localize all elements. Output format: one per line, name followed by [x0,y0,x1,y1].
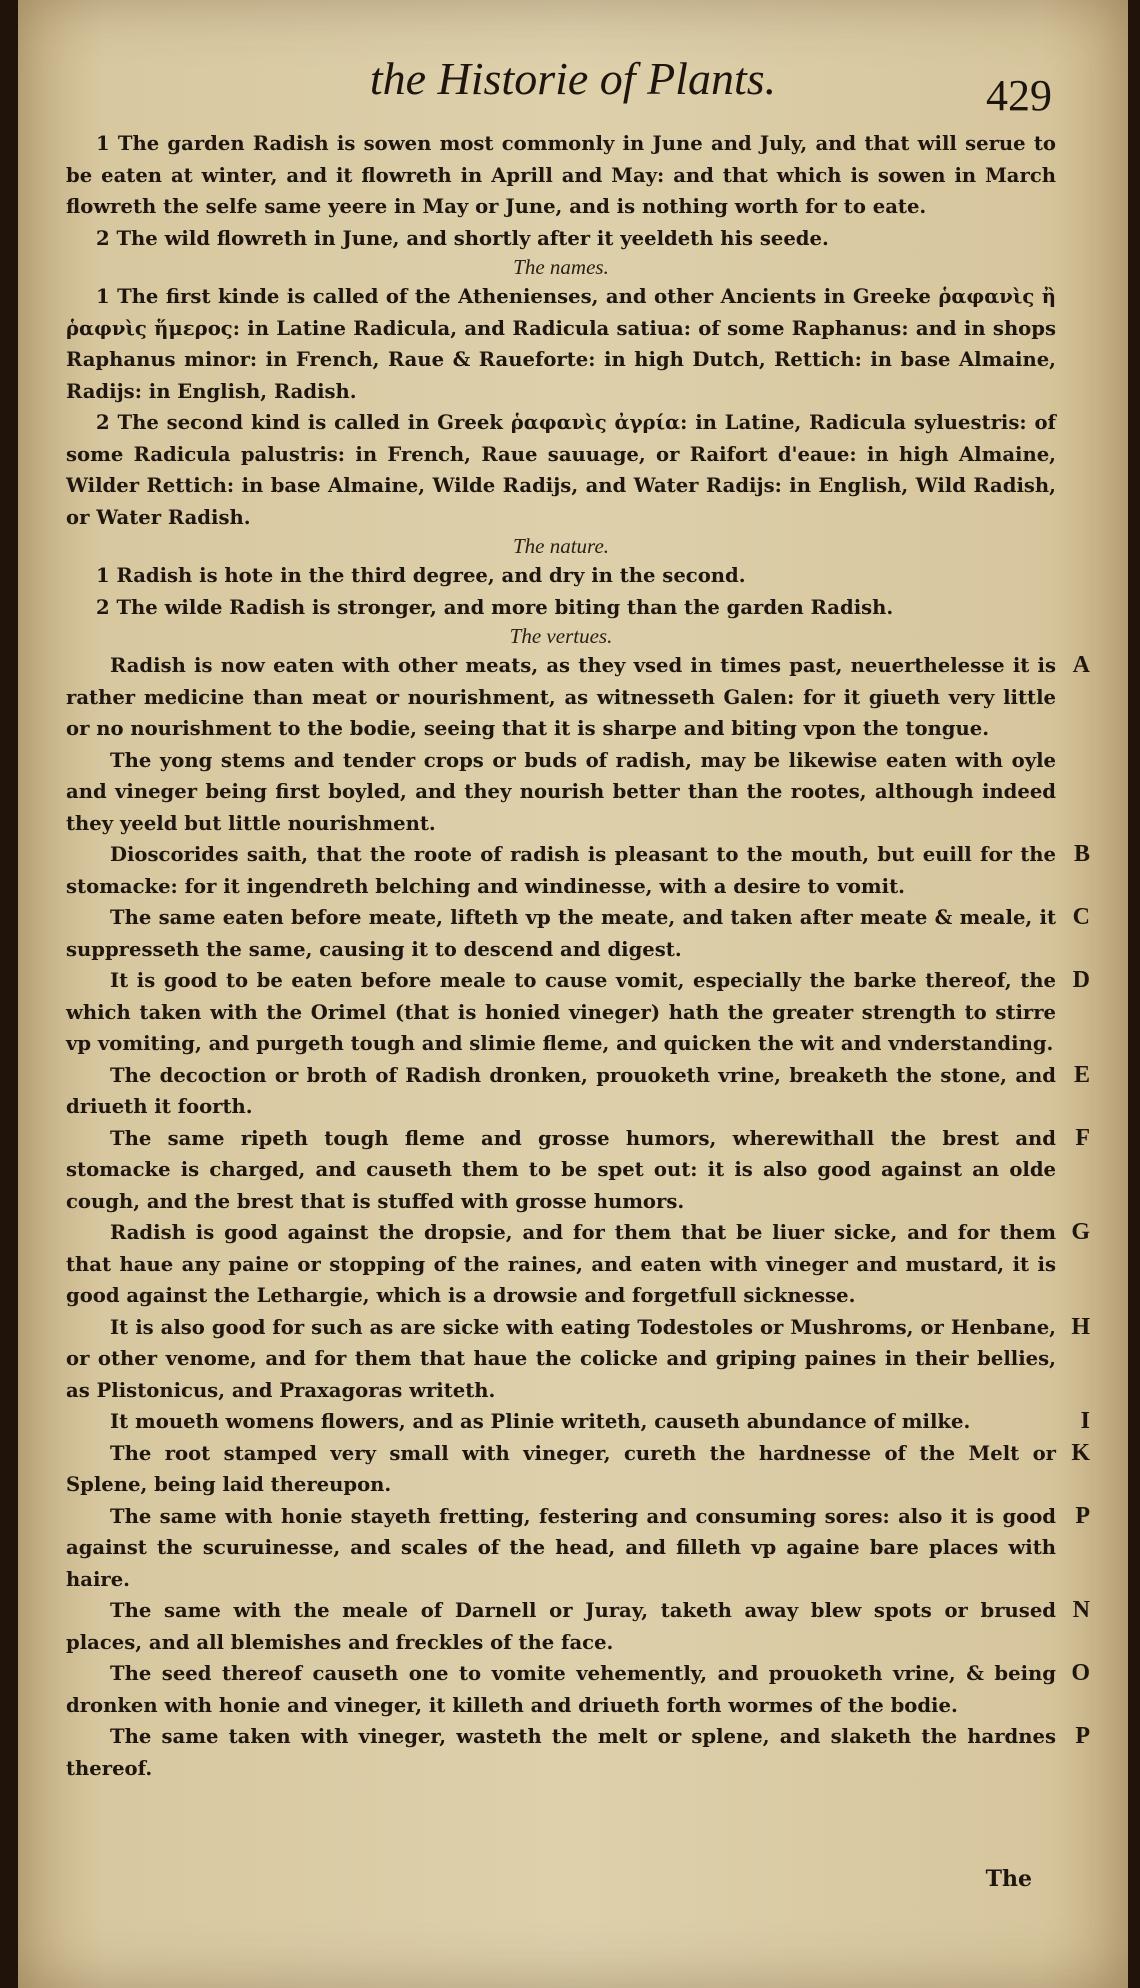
margin-letter: I [1080,1408,1090,1434]
margin-letter: D [1072,967,1090,993]
margin-letter: F [1075,1124,1090,1151]
paragraph-text: The same with the meale of Darnell or Juray, taketh away blew spots or brused places, and all blemishes and freckles of the face. [66,1599,1056,1654]
paragraph [66,407,1056,533]
margin-letter: A [1072,652,1090,678]
paragraph-text: The seed thereof causeth one to vomite vehemently, and prouoketh vrine, & being dronken with honie and vineger, it killeth and driueth forth wormes of the bodie. [66,1662,1056,1717]
margin-letter: H [1071,1313,1090,1340]
running-head: the Historie of Plants. [369,53,777,104]
paragraph-text: It moueth womens flowers, and as Plinie writeth, causeth abundance of milke. [110,1410,971,1433]
margin-letter: P [1075,1723,1090,1749]
paragraph [66,592,1056,624]
paragraph-text: The root stamped very small with vineger, cureth the hardnesse of the Melt or Splene, being laid thereupon. [66,1441,1056,1496]
paragraph [66,128,1056,223]
section-heading [66,623,1056,650]
catchword: The [985,1866,1032,1892]
paragraph-text: It is good to be eaten before meale to cause vomit, especially the barke thereof, the which taken with the Orimel (that is honied vineger) hath the greater strength to stirre vp vomiting, and purgeth tough and slimie fleme, and quicken the wit and vnderstanding. [66,969,1056,1055]
paragraph-text: The same eaten before meate, lifteth vp the meate, and taken after meate & meale, it suppresseth the same, causing it to descend and digest. [66,906,1056,961]
paragraph-text: 2 The wild flowreth in June, and shortly after it yeeldeth his seede. [96,226,829,250]
paragraph-text: 1 Radish is hote in the third degree, and dry in the second. [96,564,746,587]
paragraph-text: Radish is good against the dropsie, and for them that be liuer sicke, and for them that haue any paine or stopping of the raines, and eaten with vineger and mustard, it is good against the Lethargie, which is a drowsie and forgetfull sicknesse. [66,1221,1056,1307]
paragraph [66,1595,1090,1658]
paragraph-text: 2 The wilde Radish is stronger, and more biting than the garden Radish. [96,595,894,619]
paragraph-text: 1 The garden Radish is sowen most commonly in June and July, and that will serue to be eaten at winter, and it flowreth in Aprill and May: and that which is sowen in March flowreth the selfe same yeere in May or June, and is nothing worth for to eate. [66,132,1056,218]
paragraph [66,745,1056,840]
paragraph [66,1060,1090,1123]
paragraph-text: The same with honie stayeth fretting, festering and consuming sores: also it is good against the scuruinesse, and scales of the head, and filleth vp againe bare places with haire. [66,1504,1056,1591]
paragraph [66,281,1056,407]
margin-letter: K [1071,1439,1090,1466]
paragraph [66,650,1090,745]
section-heading [66,254,1056,281]
paragraph [66,839,1090,902]
paragraph-text: The same ripeth tough fleme and grosse humors, wherewithall the brest and stomacke is charged, and causeth them to be spet out: it is also good against an olde cough, and the brest that is stuffed with grosse humors. [66,1126,1056,1213]
page-number: 429 [986,71,1052,120]
paragraph [66,1312,1090,1407]
paragraph-text: Dioscorides saith, that the roote of radish is pleasant to the mouth, but euill for the stomacke: for it ingendreth belching and windinesse, with a desire to vomit. [66,843,1056,898]
paragraph-text: Radish is now eaten with other meats, as they vsed in times past, neuerthelesse it is rather medicine than meat or nourishment, as witnesseth Galen: for it giueth very little or no nourishment to the bodie, seeing that it is sharpe and biting vpon the tongue. [66,654,1056,740]
margin-letter: N [1072,1597,1090,1623]
paragraph-text: 1 The first kinde is called of the Athenienses, and other Ancients in Greeke ῥαφανὶς ἢ ῥαφνὶς ἥμερος: in Latine Radicula, and Radicula satiua: of some Raphanus: and in shops Raphanus minor: in French, Raue & Raueforte: in high Dutch, Rettich: in base Almaine, Radijs: in English, Radish. [66,285,1056,403]
margin-letter: B [1073,841,1090,867]
paragraph [66,1501,1090,1596]
section-heading [66,533,1056,560]
paragraph-text: The same taken with vineger, wasteth the melt or splene, and slaketh the hardnes thereof. [66,1725,1056,1780]
paragraph-text: The names. [513,255,609,279]
paragraph-text: The decoction or broth of Radish dronken, prouoketh vrine, breaketh the stone, and driueth it foorth. [66,1063,1056,1118]
paragraph [66,965,1090,1060]
paragraph [66,1123,1090,1218]
margin-letter: C [1072,904,1090,930]
paragraph [66,902,1090,965]
paragraph [66,1721,1090,1784]
margin-letter: E [1073,1061,1090,1088]
margin-letter: O [1071,1660,1090,1686]
paragraph [66,1658,1090,1721]
paragraph [66,1406,1090,1438]
paragraph-text: The vertues. [509,624,613,648]
paragraph [66,223,1056,255]
paragraph [66,1438,1090,1501]
paragraph-text: It is also good for such as are sicke with eating Todestoles or Mushroms, or Henbane, or other venome, and for them that haue the colicke and griping paines in their bellies, as Plistonicus, and Praxagoras writeth. [66,1315,1056,1402]
paragraph-text: The nature. [512,534,610,558]
body-text [66,128,1090,1784]
margin-letter: G [1071,1219,1090,1245]
book-page [18,0,1128,1988]
paragraph [66,1217,1090,1312]
paragraph-text: The yong stems and tender crops or buds of radish, may be likewise eaten with oyle and vineger being first boyled, and they nourish better than the rootes, although indeed they yeeld but little nourishment. [66,748,1056,835]
paragraph [66,560,1056,592]
paragraph-text: 2 The second kind is called in Greek ῥαφανὶς ἀγρία: in Latine, Radicula syluestris: of some Radicula palustris: in French, Raue sauuage, or Raifort d'eaue: in high Almaine, Wilder Rettich: in base Almaine, Wilde Radijs, and Water Radijs: in English, Wild Radish, or Water Radish. [66,411,1056,529]
margin-letter: P [1075,1502,1090,1529]
